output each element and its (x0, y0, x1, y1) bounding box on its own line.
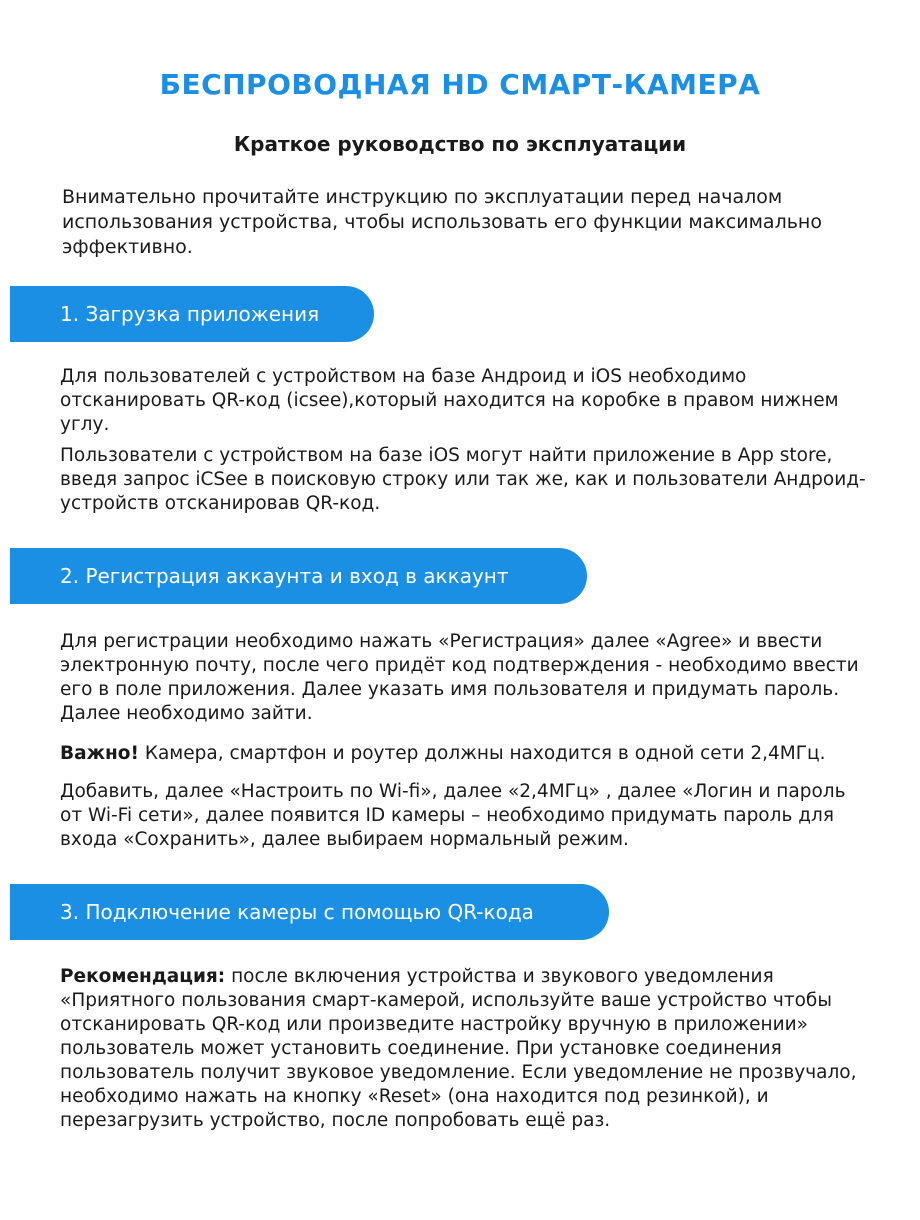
section-2-paragraph-1: Для регистрации необходимо нажать «Регистрация» далее «Agree» и ввести электронную почту, после чего придёт код подтверждения - необходимо ввести его в поле приложения. Далее указать имя пользователя и придумать пароль. Далее необходимо зайти. (60, 631, 859, 724)
section-1-paragraph-1: Для пользователей с устройством на базе Андроид и iOS необходимо отсканировать QR-код (icsee),который находится на коробке в правом нижнем углу. (60, 366, 839, 435)
important-label: Важно! (60, 743, 139, 764)
section-1-paragraph-2: Пользователи с устройством на базе iOS могут найти приложение в App store, введя запрос iCSee в поисковую строку или так же, как и пользователи Андроид-устройств отсканировав QR-код. (60, 445, 866, 514)
important-note (60, 742, 872, 766)
important-text: Камера, смартфон и роутер должны находится в одной сети 2,4МГц. (138, 743, 826, 764)
section-heading-download-app: 1. Загрузка приложения (10, 286, 374, 342)
page-title: БЕСПРОВОДНАЯ HD СМАРТ-КАМЕРА (159, 68, 761, 101)
recommendation-label: Рекомендация: (60, 966, 226, 987)
section-heading-registration: 2. Регистрация аккаунта и вход в аккаунт (10, 548, 587, 604)
recommendation-text: после включения устройства и звукового уведомления «Приятного пользования смарт-камерой, используйте ваше устройство чтобы отсканировать QR-код или произведите настройку вручную в приложении» пользователь может установить соединение. При установке соединения пользователь получит звуковое уведомление. Если уведомление не прозвучало, необходимо нажать на кнопку «Reset» (она находится под резинкой), и перезагрузить устройство, после попробовать ещё раз. (60, 966, 857, 1131)
section-heading-qr-connection: 3. Подключение камеры с помощью QR-кода (10, 884, 609, 940)
recommendation-paragraph (60, 965, 872, 1133)
intro-paragraph: Внимательно прочитайте инструкцию по эксплуатации перед началом использования устройства, чтобы использовать его функции максимально эффективно. (62, 186, 822, 258)
page-subtitle: Краткое руководство по эксплуатации (233, 132, 687, 156)
section-2-paragraph-2: Добавить, далее «Настроить по Wi-fi», далее «2,4МГц» , далее «Логин и пароль от Wi-Fi сети», далее появится ID камеры – необходимо придумать пароль для входа «Сохранить», далее выбираем нормальный режим. (60, 781, 846, 850)
